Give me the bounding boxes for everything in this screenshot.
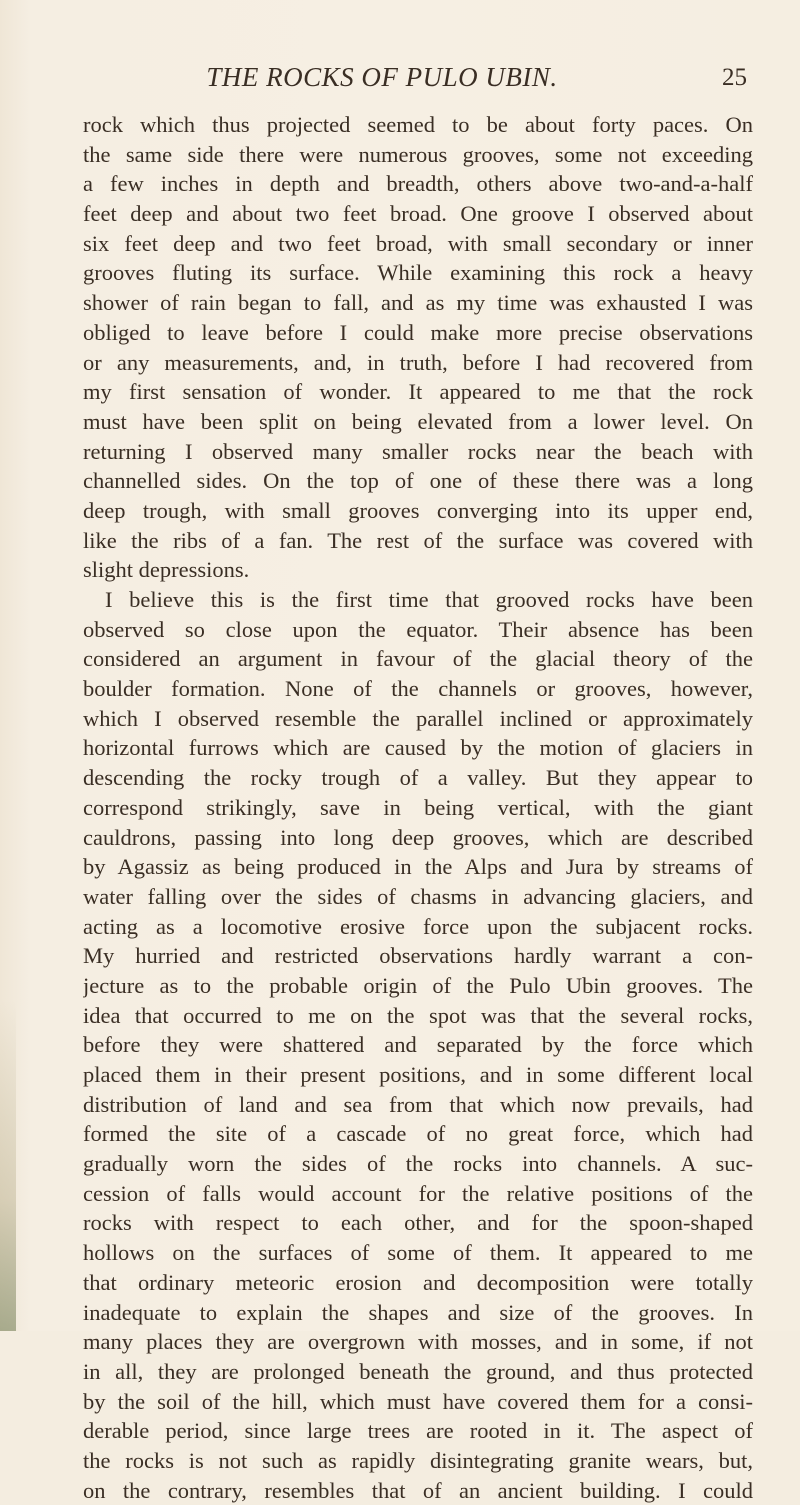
text-line: formed the site of a cascade of no great force, which had xyxy=(83,1121,753,1147)
text-line: slight depressions. xyxy=(83,557,250,583)
text-line: boulder formation. None of the channels or grooves, however, xyxy=(83,676,753,702)
running-title: THE ROCKS OF PULO UBIN. xyxy=(206,62,558,92)
text-line: distribution of land and sea from that which now prevails, had xyxy=(83,1091,753,1117)
text-line: by Agassiz as being produced in the Alps and Jura by streams of xyxy=(83,854,753,880)
text-line: correspond strikingly, save in being vertical, with the giant xyxy=(83,794,753,820)
text-line: rock which thus projected seemed to be about forty paces. On xyxy=(83,112,753,137)
text-line: idea that occurred to me on the spot was that the several rocks, xyxy=(83,1002,753,1028)
body-text xyxy=(83,110,753,1505)
text-line: that ordinary meteoric erosion and decomposition were totally xyxy=(83,1269,753,1295)
text-line: inadequate to explain the shapes and size of the grooves. In xyxy=(83,1299,753,1325)
text-line: rocks with respect to each other, and for the spoon-shaped xyxy=(83,1210,753,1236)
text-line: before they were shattered and separated by the force which xyxy=(83,1032,753,1058)
running-head xyxy=(0,62,800,102)
text-line: on the contrary, resembles that of an ancient building. I could xyxy=(83,1477,753,1503)
text-line: the same side there were numerous grooves, some not exceeding xyxy=(83,141,753,167)
text-line: shower of rain began to fall, and as my time was exhausted I was xyxy=(83,290,753,316)
text-line: descending the rocky trough of a valley. But they appear to xyxy=(83,765,753,791)
text-line: feet deep and about two feet broad. One groove I observed about xyxy=(83,201,753,227)
text-line: returning I observed many smaller rocks near the beach with xyxy=(83,438,753,464)
text-line: acting as a locomotive erosive force upon the subjacent rocks. xyxy=(83,913,753,939)
text-line: a few inches in depth and breadth, others above two-and-a-half xyxy=(83,171,753,197)
text-line: water falling over the sides of chasms in advancing glaciers, and xyxy=(83,883,753,909)
text-line: must have been split on being elevated from a lower level. On xyxy=(83,408,753,434)
text-line: the rocks is not such as rapidly disintegrating granite wears, but, xyxy=(83,1447,753,1473)
text-line: hollows on the surfaces of some of them. It appeared to me xyxy=(83,1240,753,1266)
text-line: jecture as to the probable origin of the Pulo Ubin grooves. The xyxy=(83,972,753,998)
text-line: by the soil of the hill, which must have covered them for a consi- xyxy=(83,1388,753,1414)
text-line: I believe this is the first time that grooved rocks have been xyxy=(105,587,753,612)
text-line: observed so close upon the equator. Their absence has been xyxy=(83,616,753,642)
text-line: my first sensation of wonder. It appeared to me that the rock xyxy=(83,379,753,405)
text-line: many places they are overgrown with mosses, and in some, if not xyxy=(83,1329,753,1355)
text-line: which I observed resemble the parallel inclined or approximately xyxy=(83,705,753,731)
text-line: considered an argument in favour of the glacial theory of the xyxy=(83,646,753,672)
text-line: gradually worn the sides of the rocks into channels. A suc- xyxy=(83,1151,753,1177)
text-line: like the ribs of a fan. The rest of the surface was covered with xyxy=(83,527,753,553)
text-line: grooves fluting its surface. While examining this rock a heavy xyxy=(83,260,753,286)
text-line: cession of falls would account for the relative positions of the xyxy=(83,1180,753,1206)
text-line: deep trough, with small grooves converging into its upper end, xyxy=(83,497,753,523)
text-line: derable period, since large trees are rooted in it. The aspect of xyxy=(83,1418,753,1444)
text-line: placed them in their present positions, and in some different local xyxy=(83,1062,753,1087)
page-number: 25 xyxy=(722,64,747,91)
text-line: six feet deep and two feet broad, with small secondary or inner xyxy=(83,230,753,256)
text-line: horizontal furrows which are caused by the motion of glaciers in xyxy=(83,735,753,761)
text-line: obliged to leave before I could make more precise observations xyxy=(83,319,753,345)
page-edge-shadow xyxy=(0,1000,16,1331)
text-line: My hurried and restricted observations hardly warrant a con- xyxy=(83,943,753,969)
text-line: in all, they are prolonged beneath the ground, and thus protected xyxy=(83,1358,753,1384)
text-line: or any measurements, and, in truth, before I had recovered from xyxy=(83,349,753,375)
text-line: cauldrons, passing into long deep grooves, which are described xyxy=(83,824,753,850)
text-line: channelled sides. On the top of one of these there was a long xyxy=(83,468,753,494)
